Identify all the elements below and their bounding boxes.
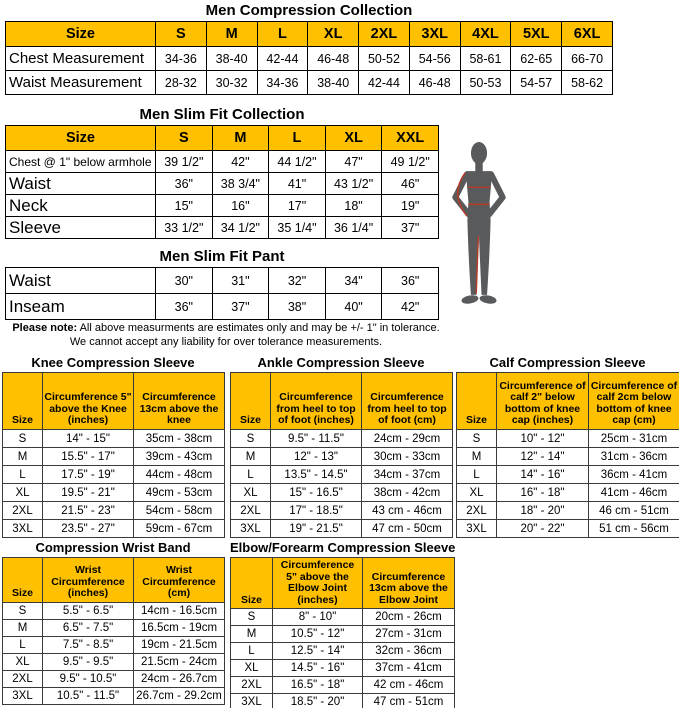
value-cell: 42" <box>382 294 439 320</box>
table-row <box>6 173 439 195</box>
value-cell: 24cm - 29cm <box>362 430 453 448</box>
size-cell: M <box>3 448 43 466</box>
value-cell: 15" <box>156 195 213 217</box>
value-cell: 10.5" - 11.5" <box>43 688 134 705</box>
size-column-header: XXL <box>382 126 439 151</box>
value-cell: 10" - 12" <box>497 430 589 448</box>
size-cell: S <box>3 603 43 620</box>
value-cell: 46-48 <box>409 71 460 95</box>
value-cell: 18" <box>325 195 382 217</box>
value-cell: 49 1/2" <box>382 151 439 173</box>
size-cell: S <box>231 609 273 626</box>
value-cell: 17" <box>269 195 326 217</box>
men-slim-fit-title: Men Slim Fit Collection <box>139 106 305 123</box>
value-cell: 17" - 18.5" <box>271 502 362 520</box>
ankle-sleeve-title: Ankle Compression Sleeve <box>257 355 425 370</box>
size-cell: 3XL <box>231 694 273 708</box>
value-cell: 34-36 <box>156 47 207 71</box>
value-cell: 40" <box>325 294 382 320</box>
row-label: Sleeve <box>6 217 156 239</box>
value-cell: 17.5" - 19" <box>43 466 134 484</box>
value-cell: 43 1/2" <box>325 173 382 195</box>
size-column-header: L <box>269 126 326 151</box>
table-row <box>231 643 455 660</box>
size-header-cell: Size <box>231 558 273 609</box>
value-cell: 12.5" - 14" <box>273 643 363 660</box>
section-calf-sleeve <box>456 355 679 538</box>
section-men-slim-fit <box>5 104 439 239</box>
row-label: Neck <box>6 195 156 217</box>
size-column-header: S <box>156 126 213 151</box>
value-cell: 66-70 <box>562 47 613 71</box>
men-slim-fit-pant-table <box>5 267 439 320</box>
size-cell: 2XL <box>231 502 271 520</box>
value-cell: 58-61 <box>460 47 511 71</box>
value-cell: 31cm - 36cm <box>589 448 679 466</box>
size-cell: XL <box>3 484 43 502</box>
header-row <box>231 373 453 430</box>
value-cell: 31" <box>212 268 269 294</box>
table-row <box>6 151 439 173</box>
tolerance-note-line2: We cannot accept any liability for over tolerance measurements. <box>69 336 383 349</box>
size-cell: L <box>231 466 271 484</box>
value-cell: 38-40 <box>308 71 359 95</box>
value-cell: 25cm - 31cm <box>589 430 679 448</box>
table-row <box>3 671 225 688</box>
table-row <box>6 195 439 217</box>
size-cell: M <box>457 448 497 466</box>
value-cell: 20cm - 26cm <box>363 609 455 626</box>
table-row <box>3 502 225 520</box>
value-cell: 30" <box>156 268 213 294</box>
value-cell: 37cm - 41cm <box>363 660 455 677</box>
row-label: Inseam <box>6 294 156 320</box>
size-column-header: S <box>156 22 207 47</box>
tolerance-note-text: All above measurments are estimates only and may be +/- 1" in tolerance. <box>77 322 440 334</box>
table-row <box>6 268 439 294</box>
table-row <box>231 609 455 626</box>
value-cell: 9.5" - 10.5" <box>43 671 134 688</box>
value-cell: 34-36 <box>257 71 308 95</box>
value-cell: 14.5" - 16" <box>273 660 363 677</box>
table-row <box>3 430 225 448</box>
value-cell: 27cm - 31cm <box>363 626 455 643</box>
size-cell: M <box>231 448 271 466</box>
size-cell: L <box>3 466 43 484</box>
table-row <box>3 620 225 637</box>
men-slim-fit-pant-title: Men Slim Fit Pant <box>159 248 285 265</box>
size-column-header: M <box>212 126 269 151</box>
value-cell: 36" <box>156 173 213 195</box>
value-cell: 26.7cm - 29.2cm <box>134 688 225 705</box>
value-cell: 10.5" - 12" <box>273 626 363 643</box>
size-column-header: M <box>206 22 257 47</box>
value-cell: 16.5cm - 19cm <box>134 620 225 637</box>
table-row <box>231 626 455 643</box>
size-cell: L <box>457 466 497 484</box>
value-cell: 15" - 16.5" <box>271 484 362 502</box>
value-cell: 42-44 <box>257 47 308 71</box>
size-cell: M <box>231 626 273 643</box>
table-row <box>457 484 679 502</box>
size-cell: XL <box>231 484 271 502</box>
men-compression-title: Men Compression Collection <box>205 2 413 19</box>
table-row <box>231 448 453 466</box>
value-cell: 35 1/4" <box>269 217 326 239</box>
value-cell: 16" - 18" <box>497 484 589 502</box>
section-men-compression <box>5 0 613 95</box>
table-row <box>457 502 679 520</box>
value-cell: 62-65 <box>511 47 562 71</box>
row-label: Waist <box>6 173 156 195</box>
men-slim-fit-table <box>5 125 439 239</box>
tolerance-note-prefix: Please note: <box>12 322 78 334</box>
value-cell: 41cm - 46cm <box>589 484 679 502</box>
header-row <box>3 373 225 430</box>
size-cell: 2XL <box>3 671 43 688</box>
circumference-header-cell: Circumference 13cm above the Elbow Joint <box>363 558 455 609</box>
table-row <box>3 654 225 671</box>
header-row <box>3 558 225 603</box>
value-cell: 54-56 <box>409 47 460 71</box>
circumference-header-cell: Circumference 13cm above the knee <box>134 373 225 430</box>
value-cell: 19cm - 21.5cm <box>134 637 225 654</box>
table-row <box>231 502 453 520</box>
calf-sleeve-title: Calf Compression Sleeve <box>489 355 646 370</box>
value-cell: 12" - 14" <box>497 448 589 466</box>
value-cell: 16.5" - 18" <box>273 677 363 694</box>
size-cell: M <box>3 620 43 637</box>
value-cell: 51 cm - 56cm <box>589 520 679 538</box>
value-cell: 34cm - 37cm <box>362 466 453 484</box>
knee-sleeve-title: Knee Compression Sleeve <box>31 355 195 370</box>
table-row <box>3 466 225 484</box>
value-cell: 14cm - 16.5cm <box>134 603 225 620</box>
size-cell: L <box>231 643 273 660</box>
row-label: Chest Measurement <box>6 47 156 71</box>
table-row <box>231 466 453 484</box>
section-knee-sleeve <box>2 355 224 538</box>
size-cell: S <box>457 430 497 448</box>
size-cell: 2XL <box>3 502 43 520</box>
circumference-header-cell: Circumference from heel to top of foot (inches) <box>271 373 362 430</box>
size-header-cell: Size <box>6 126 156 151</box>
value-cell: 14" - 15" <box>43 430 134 448</box>
value-cell: 50-52 <box>359 47 410 71</box>
circumference-header-cell: Circumference 5" above the Elbow Joint (inches) <box>273 558 363 609</box>
table-row <box>231 484 453 502</box>
value-cell: 54cm - 58cm <box>134 502 225 520</box>
table-row <box>6 71 613 95</box>
value-cell: 21.5" - 23" <box>43 502 134 520</box>
circumference-header-cell: Wrist Circumference (inches) <box>43 558 134 603</box>
size-column-header: 5XL <box>511 22 562 47</box>
table-row <box>457 448 679 466</box>
value-cell: 32" <box>269 268 326 294</box>
elbow-sleeve-title: Elbow/Forearm Compression Sleeve <box>230 540 456 555</box>
size-header-cell: Size <box>457 373 497 430</box>
value-cell: 43 cm - 46cm <box>362 502 453 520</box>
tolerance-note-line1 <box>0 321 452 335</box>
value-cell: 47" <box>325 151 382 173</box>
size-cell: 3XL <box>231 520 271 538</box>
size-header-cell: Size <box>3 558 43 603</box>
value-cell: 38-40 <box>206 47 257 71</box>
tolerance-note <box>0 321 452 349</box>
value-cell: 20" - 22" <box>497 520 589 538</box>
male-silhouette-figure <box>447 142 511 306</box>
value-cell: 35cm - 38cm <box>134 430 225 448</box>
size-cell: 3XL <box>3 688 43 705</box>
value-cell: 15.5" - 17" <box>43 448 134 466</box>
value-cell: 19" <box>382 195 439 217</box>
ankle-sleeve-table <box>230 372 453 538</box>
calf-sleeve-table <box>456 372 679 538</box>
header-row <box>6 126 439 151</box>
value-cell: 14" - 16" <box>497 466 589 484</box>
size-cell: XL <box>3 654 43 671</box>
value-cell: 19" - 21.5" <box>271 520 362 538</box>
size-column-header: 3XL <box>409 22 460 47</box>
circumference-header-cell: Wrist Circumference (cm) <box>134 558 225 603</box>
value-cell: 12" - 13" <box>271 448 362 466</box>
value-cell: 30-32 <box>206 71 257 95</box>
value-cell: 18.5" - 20" <box>273 694 363 708</box>
value-cell: 47 cm - 51cm <box>363 694 455 708</box>
value-cell: 37" <box>212 294 269 320</box>
table-row <box>457 520 679 538</box>
value-cell: 9.5" - 9.5" <box>43 654 134 671</box>
value-cell: 8" - 10" <box>273 609 363 626</box>
table-row <box>3 520 225 538</box>
elbow-sleeve-table <box>230 557 455 708</box>
value-cell: 38 3/4" <box>212 173 269 195</box>
table-row <box>457 430 679 448</box>
table-row <box>6 47 613 71</box>
value-cell: 19.5" - 21" <box>43 484 134 502</box>
table-row <box>231 694 455 708</box>
size-header-cell: Size <box>231 373 271 430</box>
size-column-header: L <box>257 22 308 47</box>
value-cell: 38cm - 42cm <box>362 484 453 502</box>
value-cell: 7.5" - 8.5" <box>43 637 134 654</box>
value-cell: 46" <box>382 173 439 195</box>
header-row <box>457 373 679 430</box>
wrist-band-title: Compression Wrist Band <box>35 540 191 555</box>
size-cell: 3XL <box>3 520 43 538</box>
value-cell: 42-44 <box>359 71 410 95</box>
knee-sleeve-table <box>2 372 225 538</box>
table-row <box>3 637 225 654</box>
size-cell: 2XL <box>457 502 497 520</box>
table-row <box>3 688 225 705</box>
table-row <box>3 448 225 466</box>
table-row <box>231 677 455 694</box>
table-row <box>6 294 439 320</box>
value-cell: 30cm - 33cm <box>362 448 453 466</box>
header-row <box>6 22 613 47</box>
value-cell: 39cm - 43cm <box>134 448 225 466</box>
size-column-header: XL <box>325 126 382 151</box>
value-cell: 36" <box>156 294 213 320</box>
size-cell: 3XL <box>457 520 497 538</box>
value-cell: 39 1/2" <box>156 151 213 173</box>
size-cell: S <box>231 430 271 448</box>
size-header-cell: Size <box>6 22 156 47</box>
value-cell: 42" <box>212 151 269 173</box>
circumference-header-cell: Circumference from heel to top of foot (cm) <box>362 373 453 430</box>
value-cell: 44 1/2" <box>269 151 326 173</box>
size-cell: 2XL <box>231 677 273 694</box>
section-elbow-sleeve <box>230 540 454 708</box>
table-row <box>457 466 679 484</box>
value-cell: 34 1/2" <box>212 217 269 239</box>
value-cell: 23.5" - 27" <box>43 520 134 538</box>
table-row <box>3 603 225 620</box>
section-ankle-sleeve <box>230 355 452 538</box>
size-column-header: 6XL <box>562 22 613 47</box>
section-men-slim-fit-pant <box>5 246 439 320</box>
table-row <box>231 520 453 538</box>
circumference-header-cell: Circumference of calf 2" below bottom of knee cap (inches) <box>497 373 589 430</box>
table-row <box>231 430 453 448</box>
wrist-band-table <box>2 557 225 705</box>
value-cell: 33 1/2" <box>156 217 213 239</box>
size-column-header: 4XL <box>460 22 511 47</box>
value-cell: 42 cm - 46cm <box>363 677 455 694</box>
table-row <box>231 660 455 677</box>
circumference-header-cell: Circumference 5" above the Knee (inches) <box>43 373 134 430</box>
header-row <box>231 558 455 609</box>
value-cell: 49cm - 53cm <box>134 484 225 502</box>
value-cell: 38" <box>269 294 326 320</box>
value-cell: 32cm - 36cm <box>363 643 455 660</box>
value-cell: 54-57 <box>511 71 562 95</box>
male-silhouette-icon <box>447 142 511 306</box>
value-cell: 37" <box>382 217 439 239</box>
table-row <box>3 484 225 502</box>
value-cell: 5.5" - 6.5" <box>43 603 134 620</box>
value-cell: 46 cm - 51cm <box>589 502 679 520</box>
size-cell: L <box>3 637 43 654</box>
value-cell: 28-32 <box>156 71 207 95</box>
table-row <box>6 217 439 239</box>
size-cell: XL <box>231 660 273 677</box>
value-cell: 50-53 <box>460 71 511 95</box>
value-cell: 13.5" - 14.5" <box>271 466 362 484</box>
size-column-header: XL <box>308 22 359 47</box>
value-cell: 47 cm - 50cm <box>362 520 453 538</box>
value-cell: 9.5" - 11.5" <box>271 430 362 448</box>
row-label: Waist Measurement <box>6 71 156 95</box>
size-cell: S <box>3 430 43 448</box>
size-header-cell: Size <box>3 373 43 430</box>
value-cell: 36cm - 41cm <box>589 466 679 484</box>
row-label: Chest @ 1" below armhole <box>6 151 156 173</box>
size-cell: XL <box>457 484 497 502</box>
value-cell: 46-48 <box>308 47 359 71</box>
value-cell: 24cm - 26.7cm <box>134 671 225 688</box>
value-cell: 6.5" - 7.5" <box>43 620 134 637</box>
value-cell: 59cm - 67cm <box>134 520 225 538</box>
row-label: Waist <box>6 268 156 294</box>
value-cell: 34" <box>325 268 382 294</box>
circumference-header-cell: Circumference of calf 2cm below bottom of knee cap (cm) <box>589 373 679 430</box>
value-cell: 21.5cm - 24cm <box>134 654 225 671</box>
value-cell: 16" <box>212 195 269 217</box>
value-cell: 58-62 <box>562 71 613 95</box>
section-wrist-band <box>2 540 224 705</box>
value-cell: 18" - 20" <box>497 502 589 520</box>
value-cell: 36" <box>382 268 439 294</box>
men-compression-table <box>5 21 613 95</box>
value-cell: 36 1/4" <box>325 217 382 239</box>
value-cell: 44cm - 48cm <box>134 466 225 484</box>
value-cell: 41" <box>269 173 326 195</box>
size-column-header: 2XL <box>359 22 410 47</box>
